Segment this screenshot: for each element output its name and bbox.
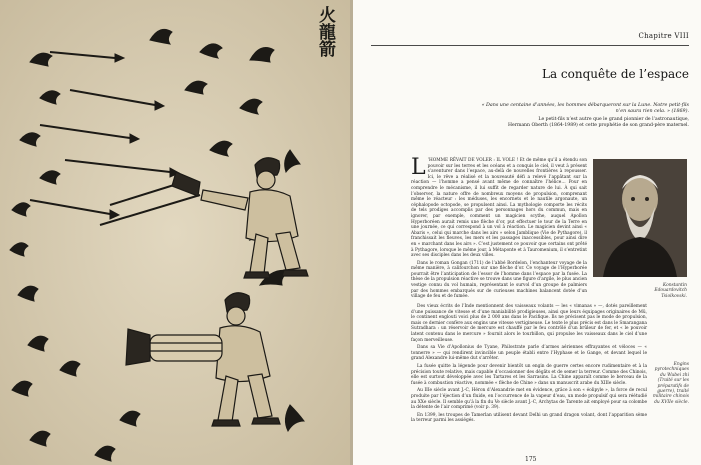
chapter-rule (371, 45, 689, 46)
body-paragraph-1 (411, 155, 587, 259)
chapter-title: La conquête de l’espace (541, 67, 689, 81)
body-paragraph-3: Des vieux écrits de l’Inde mentionnent des vaisseaux volants — les « vimanas » —, dotés pareillement d’une puissance de vitesse et d’une maniabilité prodigieuses, ainsi que leurs équipages originaires de Mû, le continent englouti voici plus de 2 000 ans dans le Pacifique. Ils ne précisent pas le mode de propulsion, mais ce dernier confère aux engins une vitesse vertigineuse. Le texte le plus précis est dans le Smarangana Sutradhara : un réservoir de mercure est chauffé par le feu contrôlé d’un brûleur de fer, et « le pouvoir latent contenu dans le mercure » fournit alors le tourbillon, qui propulse les vaisseaux dans le ciel d’une façon merveilleuse. (411, 304, 647, 343)
side-caption: Engins pyrotechniques du Wubei zhi (Traité sur les préparatifs de guerre), traité militaire chinois du XVIIe siècle. (652, 362, 689, 405)
epigraph-attr-line-2: Hermann Oberth (1864-1989) et cette prophétie de son grand-père maternel. (508, 123, 689, 128)
epigraph-attribution (473, 117, 689, 129)
body-paragraph-7: En 1399, les troupes de Tamerlan utilisent devant Delhi un grand dragon volant, dont l’apparition sème la terreur parmi les assiégés. (411, 412, 647, 424)
body-paragraph-5: La fusée quitte la légende pour devenir bientôt un engin de guerre certes encore rudimentaire et à la précision toute relative, mais capable d’occasionner des dégâts et de semer la terreur. Comme des Chinois, elle est surtout développée avec les Tartares et les Sarrasins. La Chine apparaît comme le berceau de la fusée à combustion réactive, nommée « flèche de Chine » dans un manuscrit arabe du XIIIe siècle. (411, 363, 647, 386)
body-column-lower (411, 304, 647, 426)
right-page-text (353, 0, 701, 465)
chapter-label: Chapitre VIII (638, 32, 689, 40)
epigraph: « Dans une centaine d’années, les hommes débarqueront sur la Lune. Notre petit-fils n’en saura rien cela. » (1869). (481, 103, 689, 114)
portrait-icon (593, 159, 687, 277)
left-page-illustration (0, 0, 350, 465)
body-paragraph-2: Dans le roman Gongan (1711) de l’abbé Bordelon, l’enchanteur voyage de la même manière, à califourchon sur une flèche d’or. Ce voyage de l’Hyperborée pourrait être l’anticipation de l’essor de l’homme dans l’espace par la fusée. La thèse de la propulsion réactive se trouve dans une figure d’argile, le plus ancien vestige connu du vol humain, représentant le survol d’un groupe de palmiers par des hommes embarqués sur de curieuses machines balancent dotée d’un village de feu et de fumée. (411, 260, 587, 300)
paragraph-1-text: ’HOMME RÊVAIT DE VOLER : IL VOLE ! Et de même qu’il a étendu son pouvoir sur les terres et les océans et a conquis le ciel, il veut à présent s’aventurer dans l’espace, au-delà de nouvelles frontières à repousser. Ici, le rêve a réalisé et la nouveauté défi a relevé l’appâtant sur la réaction — l’homme a pensé avant même de connaître l’hélice… Pour en comprendre le mécanisme, il lui suffit de regarder nature de lui. À qui sait l’observer, la nature offre de nombreux moyens de propulsion, comprenant même le réacteur : les méduses, les encornets et le nautile argonaute, un céphalopode octopode, se propulsent ainsi. La mythologie comporte les récits de tels prodiges accomplis par des personnages hors du commun, mais en ignorer, par exemple, comment un magicien scythe, auquel Apollon Hyperboréen aurait remis une flèche d’or, put effectuer le tour de la Terre en une journée, ce qui correspond à un vol à réaction. Le magicien devint ainsi « Abaris », celui qui marche dans les airs » selon Jamblique (Vie de Pythagore), il franchissait les fleuves, les mers et les passages inaccessibles, pour ainsi dire en « marchant dans les airs ». C’est justement ce pouvoir que certains ont prêté à Pythagore, lorsque le même jour, à Métaponte et à Tauromenium, il s’entretint avec ses disciples dans les deux villes. (411, 158, 587, 259)
body-column-upper (411, 155, 587, 302)
body-paragraph-6: Au IIIe siècle avant J.-C, Héron d’Alexandrie met en évidence, grâce à son « éolipyle », la force de recul produite par l’éjection d’un fluide, en l’occurrence de la vapeur d’eau, un mode propulsif qui sera réétudié au XXe siècle. Il semble qu’à la fin du Ve siècle avant J.-C, Archytas de Tarente ait employé pour sa colombe la détente de l’air comprimé (voir p. 39). (411, 388, 647, 411)
chinese-title: 火龍箭 (315, 6, 335, 57)
portrait-photo (593, 159, 687, 277)
page-number: 175 (525, 456, 537, 463)
portrait-caption: Konstantin Edouardovitch Tsiolkovski. (654, 283, 687, 299)
woodblock-print-icon (0, 0, 350, 465)
body-paragraph-4: Dans sa Vie d’Apollonius de Tyane, Philostrate parle d’armes aériennes effrayantes et véloces — « tonnerre » — qui rendirent invincible un peuple établi entre l’Hyphase et le Gange, et devant lequel le grand Alexandre lui-même dut s’arrêter. (411, 345, 647, 362)
drop-cap: L (411, 155, 426, 180)
epigraph-attr-line-1: Le petit-fils n’est autre que le grand pionnier de l’astronautique, (538, 117, 689, 122)
